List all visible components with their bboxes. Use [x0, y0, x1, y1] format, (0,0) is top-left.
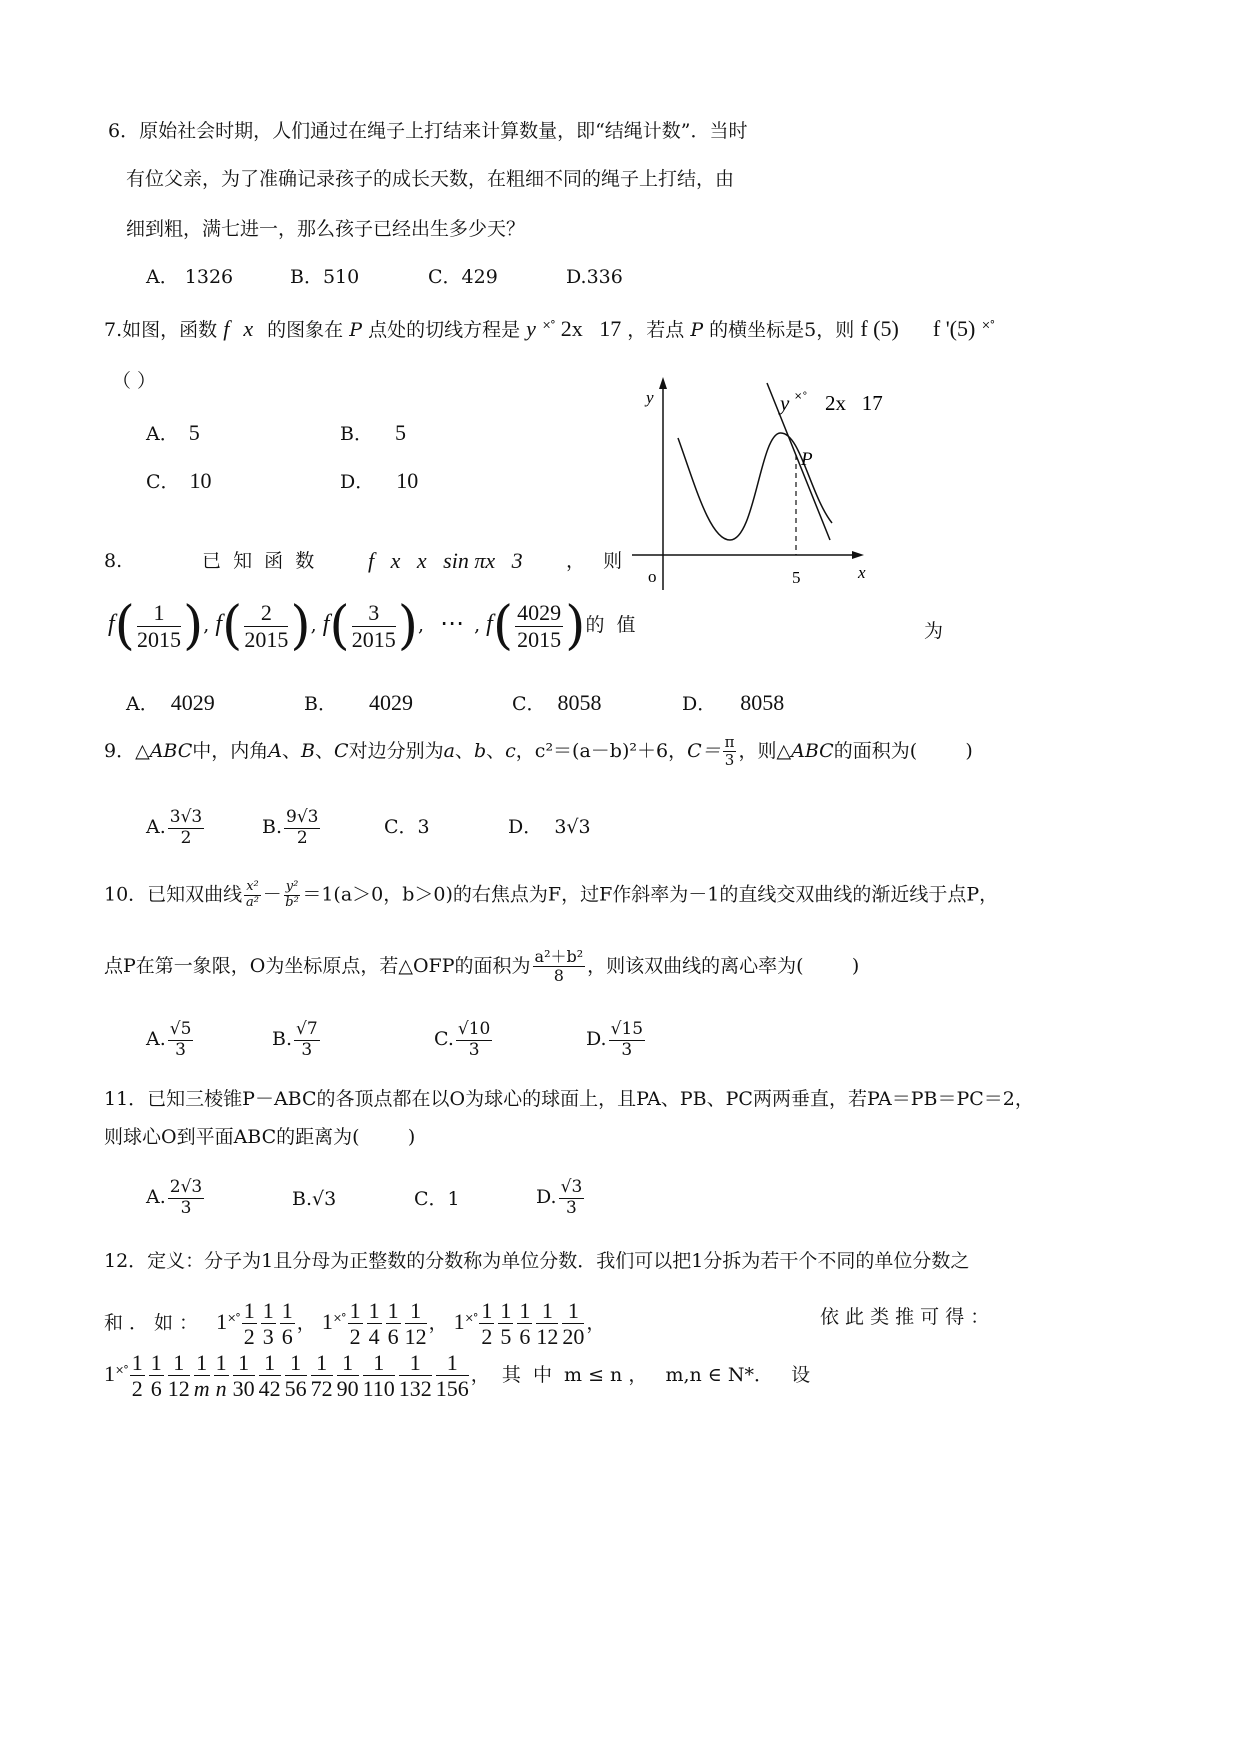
q9-option-c: C．3: [384, 816, 430, 838]
q8-option-d: D． 8058: [682, 690, 785, 715]
q12-line1: 12．定义：分子为1且分母为正整数的分数称为单位分数．我们可以把1分拆为若干个不同的单位分数之: [104, 1250, 970, 1272]
q7-mid1: 的图象在: [267, 319, 344, 341]
q12-sequence: 1×° $\frac{1}{2}$ $\frac{1}{6}$ $\frac{1}{12}$ $\frac{1}{m}$ $\frac{1}{n}$ $\frac{1}{30}$ $\frac{1}{42}$ $\frac{1}{56}$ $\frac{1}{72}$ $\frac{1}{90}$ $\frac{1}{110}$ $\frac{1}{132}$ $\frac{1}{156}$ ， 其 中 m ≤ n ， m,n ∈ N*． 设: [104, 1350, 811, 1402]
graph-x-arrow: [852, 551, 864, 559]
q12-yici: 依 此 类 推 可 得 ：: [820, 1306, 990, 1328]
q10-frac-y: $\frac{\text{y²}}{\text{b²}}$: [285, 879, 299, 910]
q11-option-d: D. $\frac{√3}{3}$: [536, 1177, 583, 1218]
q8-text: 已 知 函 数: [202, 550, 315, 572]
q9-pi-frac: $\frac{\pi}{3}$: [724, 733, 735, 770]
q10-option-b: B. $\frac{√7}{3}$: [272, 1019, 318, 1060]
q9-option-b: B. $\frac{9√3}{2}$: [262, 807, 319, 848]
q8-frac-1: $\frac{1}{2015}$: [136, 600, 181, 652]
q6-option-a: A． 1326: [146, 266, 234, 288]
q7-mid4: 的横坐标是5，则: [709, 319, 855, 341]
q10-line2: 点P在第一象限，O为坐标原点，若△OFP的面积为 $\frac{\text{a²＋b²}}{8}$ ，则该双曲线的离心率为( ): [104, 947, 860, 986]
q8-option-b: B． 4029: [304, 690, 413, 715]
q6-option-b: B．510: [290, 266, 360, 288]
graph-tangent-y: y: [780, 391, 790, 415]
q7-eq-symbol: ×°: [541, 318, 555, 332]
q7-option-b: B． 5: [340, 420, 406, 445]
q7-eq-rest: 2x 17: [560, 316, 622, 341]
q6-option-d: D.336: [566, 266, 623, 288]
q9-option-a: A. $\frac{3√3}{2}$: [146, 807, 203, 848]
q8-dots: ⋯: [440, 611, 465, 637]
graph-x-label: x: [858, 563, 866, 582]
q8-de-zhi: 的 值: [585, 614, 636, 636]
q7-p: P: [349, 319, 363, 341]
q8-option-a: A． 4029: [126, 690, 215, 715]
q10-line1: 10．已知双曲线 $\frac{\text{x²}}{\text{a²}}$ － $\frac{\text{y²}}{\text{b²}}$ ＝1(a＞0，b＞0)的右焦点为F，过F作斜率为－1的直线交双曲线的渐近线于点P，: [104, 879, 999, 910]
q8-frac-2: $\frac{2}{2015}$: [244, 600, 289, 652]
q8-ze: ， 则: [566, 550, 623, 572]
q7-option-c: C． 10: [146, 468, 212, 493]
q7-mid3: ，若点: [627, 319, 685, 341]
graph-tangent-symbol: ×°: [794, 391, 808, 402]
q7-fp5: f '(5): [932, 316, 976, 341]
q6-line1: 6．原始社会时期，人们通过在绳子上打结来计算数量，即“结绳计数”．当时: [108, 120, 748, 142]
q7-mid2: 点处的切线方程是: [368, 319, 521, 341]
q8-num: 8.: [104, 550, 123, 572]
q7-option-a: A． 5: [146, 420, 200, 445]
q8-frac-4: $\frac{4029}{2015}$: [517, 600, 562, 652]
q10-option-c: C. $\frac{√10}{3}$: [434, 1019, 491, 1060]
q11-option-c: C．1: [414, 1188, 460, 1210]
graph-y-label: y: [646, 388, 654, 407]
q8-frac-3: $\frac{3}{2015}$: [351, 600, 396, 652]
q7-option-d: D． 10: [340, 468, 419, 493]
q12-examples: 和．如： 1×° $\frac{1}{2}$ $\frac{1}{3}$ $\frac{1}{6}$ ， 1×° $\frac{1}{2}$ $\frac{1}{4}$ $\frac{1}{6}$ $\frac{1}{12}$ ， 1×° $\frac{1}{2}$ $\frac{1}{5}$ $\frac{1}{6}$ $\frac{1}{12}$ $\frac{1}{20}$ ，: [104, 1298, 606, 1350]
q9-option-d: D． 3√3: [508, 816, 591, 838]
q7-prefix: 7.如图，函数: [104, 319, 218, 341]
q8-f2: f: [215, 611, 223, 637]
q6-line3: 细到粗，满七进一，那么孩子已经出生多少天？: [126, 218, 526, 240]
q8-option-c: C． 8058: [512, 690, 602, 715]
q11-option-b: B.√3: [292, 1188, 337, 1210]
q9-stem: 9．△ABC中，内角A、B、C对边分别为a、b、c，c²＝(a－b)²＋6，C＝ $\frac{\pi}{3}$ ，则△ABC的面积为( ): [104, 733, 973, 770]
q7-stem: [104, 318, 994, 340]
q7-graph: [620, 375, 890, 595]
graph-tangent-rest: 2x 17: [825, 391, 883, 415]
q6-line2: 有位父亲，为了准确记录孩子的成长天数，在粗细不同的绳子上打结，由: [126, 168, 735, 190]
q8-f1: f: [108, 611, 115, 637]
graph-origin: o: [648, 567, 657, 586]
graph-y-arrow: [659, 377, 667, 389]
q10-option-d: D. $\frac{√15}{3}$: [586, 1019, 644, 1060]
q8-f4: f: [486, 611, 493, 637]
q7-p2: P: [690, 319, 704, 341]
q8-sum: f( $\frac{1}{2015}$ ), f( $\frac{2}{2015}$ ), f( $\frac{3}{2015}$ ), ⋯ , f( $\frac{4029}{2015}$ )的 值: [108, 596, 636, 656]
q7-f5: f (5): [860, 316, 899, 341]
q6-option-c: C．429: [428, 266, 498, 288]
q7-paren: （ ）: [112, 370, 157, 392]
q11-line1: 11．已知三棱锥P－ABC的各顶点都在以O为球心的球面上，且PA、PB、PC两两垂直，若PA＝PB＝PC＝2，: [104, 1088, 1034, 1110]
q11-option-a: A. $\frac{2√3}{3}$: [146, 1177, 203, 1218]
q11-line2: 则球心O到平面ABC的距离为( ): [104, 1126, 416, 1148]
graph-point-p: P: [801, 449, 813, 470]
q7-f: f: [223, 316, 230, 341]
q10-frac-x: $\frac{\text{x²}}{\text{a²}}$: [245, 879, 259, 910]
q7-x: x: [243, 316, 254, 341]
q8-func: f x x sin πx 3: [368, 548, 523, 573]
graph-tangent: [767, 383, 830, 540]
q8-f3: f: [322, 611, 330, 637]
graph-tick-5: 5: [792, 568, 801, 587]
q7-eq-symbol2: ×°: [981, 318, 995, 332]
q8-wei: 为: [924, 620, 944, 642]
q7-eq-y: y: [526, 316, 536, 341]
q10-area-frac: $\frac{\text{a²＋b²}}{8}$: [534, 947, 584, 986]
q10-option-a: A. $\frac{√5}{3}$: [146, 1019, 192, 1060]
